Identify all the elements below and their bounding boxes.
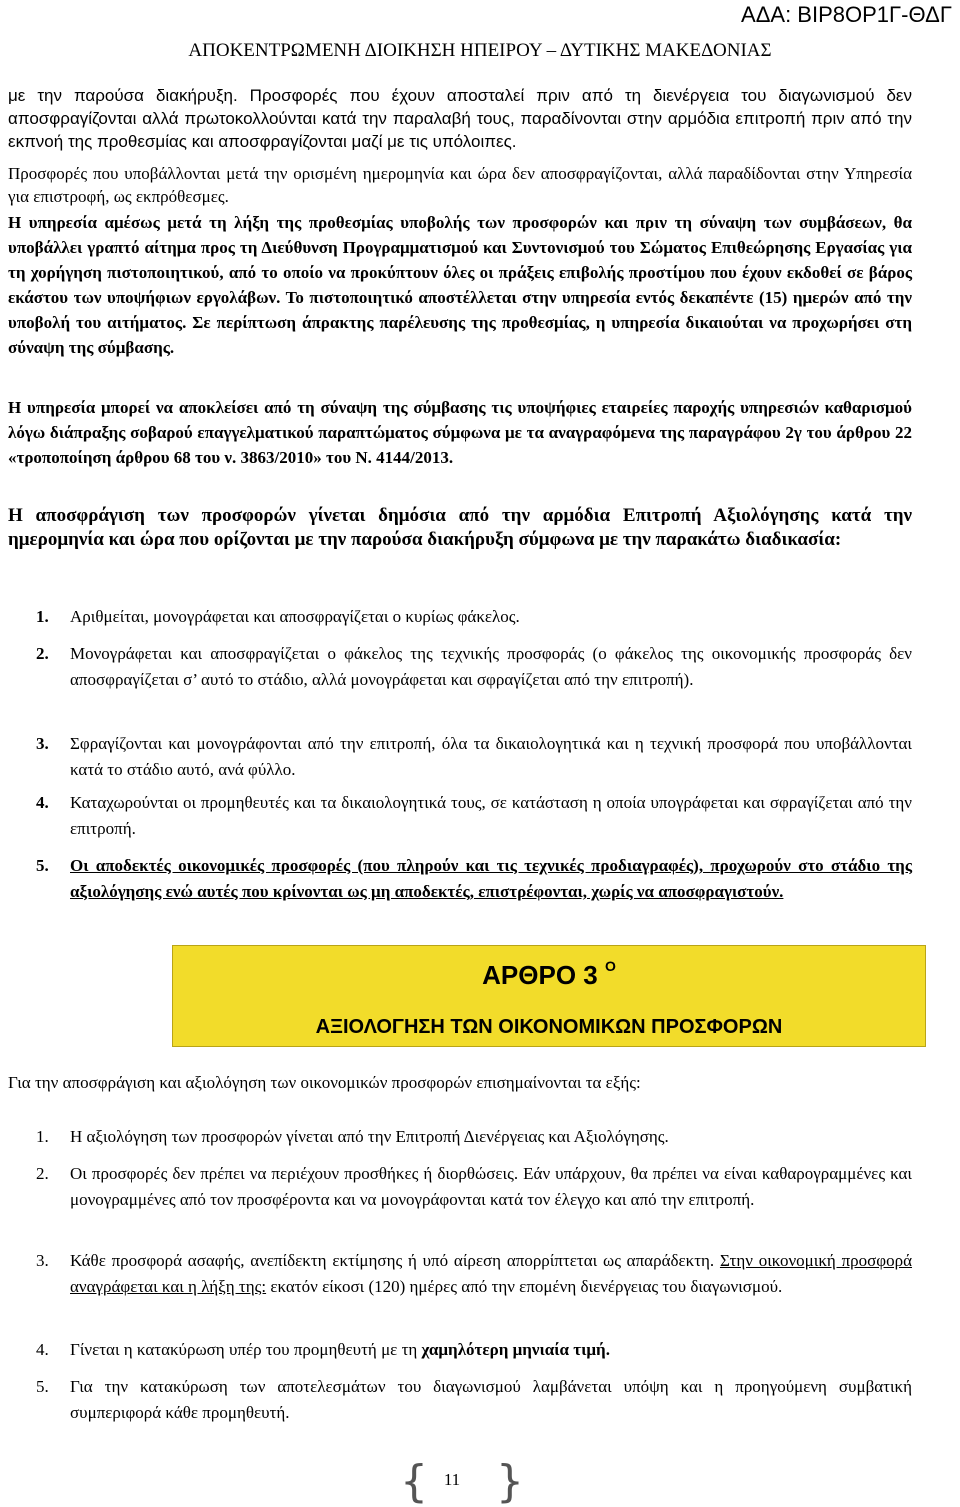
paragraph-opening-procedure: Η αποσφράγιση των προσφορών γίνεται δημόσια από την αρμόδια Επιτροπή Αξιολόγησης κατά την ημερομηνία και ώρα που ορίζονται με την παρούσα διακήρυξη σύμφωνα με την παρακάτω διαδικασία: bbox=[8, 505, 912, 550]
list-item: 4. Καταχωρούνται οι προμηθευτές και τα δικαιολογητικά τους, σε κατάσταση η οποία υπογράφεται και σφραγίζεται από την επιτροπή. bbox=[36, 793, 912, 838]
list-item: 3. Κάθε προσφορά ασαφής, ανεπίδεκτη εκτίμησης ή υπό αίρεση απορρίπτεται ως απαράδεκτη. Στην οικονομική προσφορά αναγράφεται και η λήξη της: εκατόν είκοσι (120) ημέρες από την επομένη διενέργειας του διαγωνισμού. bbox=[36, 1251, 913, 1296]
article-heading-box bbox=[172, 945, 926, 1047]
list-item: 1. Αριθμείται, μονογράφεται και αποσφραγίζεται ο κυρίως φάκελος. bbox=[36, 607, 520, 626]
article-title: ΑΡΘΡΟ 3 $^O$ bbox=[482, 958, 616, 990]
evaluation-intro: Για την αποσφράγιση και αξιολόγηση των οικονομικών προσφορών επισημαίνονται τα εξής: bbox=[8, 1073, 641, 1092]
article-subtitle: ΑΞΙΟΛΟΓΗΣΗ ΤΩΝ ΟΙΚΟΝΟΜΙΚΩΝ ΠΡΟΣΦΟΡΩΝ bbox=[315, 1016, 783, 1038]
document-header: ΑΠΟΚΕΝΤΡΩΜΕΝΗ ΔΙΟΙΚΗΣΗ ΗΠΕΙΡΟΥ – ΔΥΤΙΚΗΣ ΜΑΚΕΔΟΝΙΑΣ bbox=[188, 40, 772, 61]
list-item: 2. Οι προσφορές δεν πρέπει να περιέχουν προσθήκες ή διορθώσεις. Εάν υπάρχουν, θα πρέπει να είναι καθαρογραμμένες και μονογραμμένες από τον προσφέροντα και να μονογράφονται κατά τον έλεγχο και από την επιτροπή. bbox=[36, 1164, 912, 1209]
list-item: 1. Η αξιολόγηση των προσφορών γίνεται από την Επιτροπή Διενέργειας και Αξιολόγησης. bbox=[36, 1127, 669, 1146]
list-item: 3. Σφραγίζονται και μονογράφονται από την επιτροπή, όλα τα δικαιολογητικά και η τεχνική προσφορά που υποβάλλονται κατά το στάδιο αυτό, ανά φύλλο. bbox=[36, 734, 912, 779]
list-item: 5. Για την κατακύρωση των αποτελεσμάτων του διαγωνισμού λαμβάνεται υπόψη και η προηγούμενη συμβατική συμπεριφορά κάθε προμηθευτή. bbox=[36, 1377, 912, 1422]
footer-brace-left: { bbox=[400, 1456, 428, 1507]
footer-brace-right: } bbox=[496, 1456, 524, 1507]
paragraph-exclusion: Η υπηρεσία μπορεί να αποκλείσει από τη σύναψη της σύμβασης τις υποψήφιες εταιρείες παροχής υπηρεσιών καθαρισμού λόγω διάπραξης σοβαρού επαγγελματικού παραπτώματος σύμφωνα με τα αναγραφόμενα της παραγράφου 2γ του άρθρου 22 «τροποποίηση άρθρου 68 του ν. 3863/2010» του Ν. 4144/2013. bbox=[8, 398, 912, 467]
paragraph-certificate: Η υπηρεσία αμέσως μετά τη λήξη της προθεσμίας υποβολής των προσφορών και πριν τη σύναψη των συμβάσεων, θα υποβάλλει γραπτό αίτημα προς τη Διεύθυνση Προγραμματισμού και Συντονισμού του Σώματος Επιθεώρησης Εργασίας για τη χορήγηση πιστοποιητικού, από το οποίο να προκύπτουν όλες οι πράξεις επιβολής προστίμου που έχουν εκδοθεί σε βάρος εκάστου των υποψήφιων εργολάβων. Το πιστοποιητικό αποστέλλεται στην υπηρεσία εντός δεκαπέντε (15) ημερών από την υποβολή του αιτήματος. Σε περίπτωση άπρακτης παρέλευσης της προθεσμίας, η υπηρεσία δικαιούται να προχωρήσει στη σύναψη της σύμβασης. bbox=[8, 213, 912, 357]
list-item: 4. Γίνεται η κατακύρωση υπέρ του προμηθευτή με τη χαμηλότερη μηνιαία τιμή. bbox=[36, 1340, 610, 1359]
list-item: 2. Μονογράφεται και αποσφραγίζεται ο φάκελος της τεχνικής προσφοράς (ο φάκελος της οικονομικής προσφοράς δεν αποσφραγίζεται σ’ αυτό το στάδιο, αλλά μονογράφεται και σφραγίζεται από την επιτροπή). bbox=[36, 644, 912, 689]
paragraph-late-offers: Προσφορές που υποβάλλονται μετά την ορισμένη ημερομηνία και ώρα δεν αποσφραγίζονται, αλλά παραδίδονται στην Υπηρεσία για επιστροφή, ως εκπρόθεσμες. bbox=[8, 164, 912, 206]
document-code: ΑΔΑ: ΒΙΡ8ΟΡ1Γ-ΘΔΓ bbox=[741, 2, 952, 27]
paragraph-intro: με την παρούσα διακήρυξη. Προσφορές που έχουν αποσταλεί πριν από τη διενέργεια του διαγωνισμού δεν αποσφραγίζονται αλλά πρωτοκολλούνται κατά την παραλαβή τους, παραδίνονται στην αρμόδια επιτροπή πριν από την εκπνοή της προθεσμίας και αποσφραγίζονται μαζί με τις υπόλοιπες. bbox=[8, 86, 912, 151]
page-number: 11 bbox=[443, 1470, 461, 1489]
list-item: 5. Οι αποδεκτές οικονομικές προσφορές (που πληρούν και τις τεχνικές προδιαγραφές), προχωρούν στο στάδιο της αξιολόγησης ενώ αυτές που κρίνονται ως μη αποδεκτές, επιστρέφονται, χωρίς να αποσφραγιστούν. bbox=[36, 856, 912, 901]
